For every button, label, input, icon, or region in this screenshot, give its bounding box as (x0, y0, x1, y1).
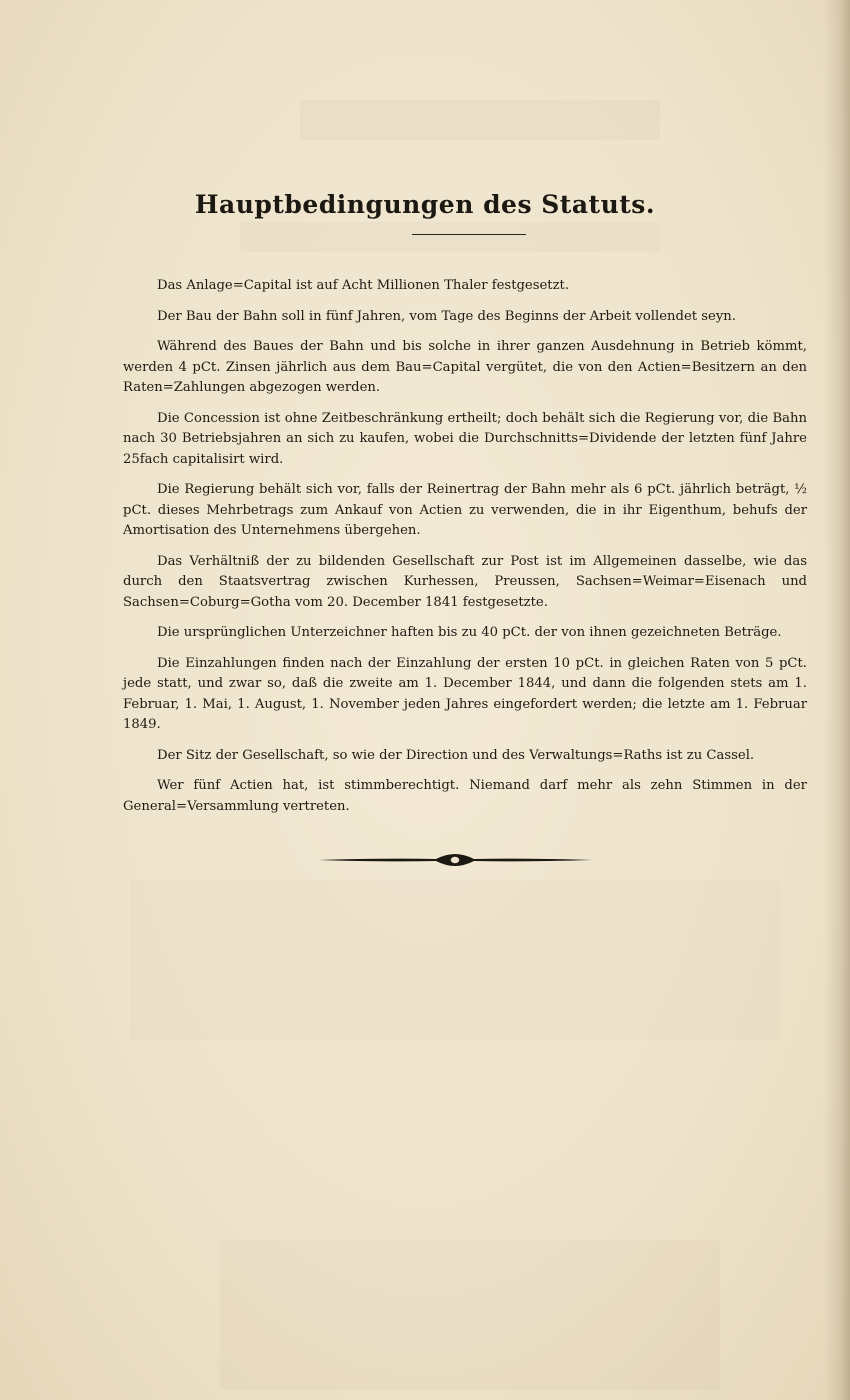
bleed-through-subheading (240, 222, 660, 252)
bleed-through-heading (300, 100, 660, 140)
paragraph-seat: Der Sitz der Gesellschaft, so wie der Direction und des Verwaltungs=Raths ist zu Cassel. (157, 747, 755, 763)
paragraph-payments: Die Einzahlungen finden nach der Einzahlung der ersten 10 pCt. in gleichen Raten von 5 pCt. jede statt, und zwar so, daß die zweite am 1. December 1844, und dann die folgenden stets am 1. Februar, 1. Mai, 1. August, 1. November jeden Jahres eingefordert werden; die letzte am 1. Februar 1849. (123, 655, 807, 732)
paragraph-amortisation: Die Regierung behält sich vor, falls der Reinertrag der Bahn mehr als 6 pCt. jährlich beträgt, ½ pCt. dieses Mehrbetrags zum Ankauf von Actien zu verwenden, die in ihr Eigenthum, behufs der Amortisation des Unternehmens übergehen. (123, 482, 807, 538)
paragraph-concession: Die Concession ist ohne Zeitbeschränkung ertheilt; doch behält sich die Regierung vor, die Bahn nach 30 Betriebsjahren an sich zu kaufen, wobei die Durchschnitts=Dividende der letzten fünf Jahre 25fach capitalisirt wird. (123, 410, 807, 467)
paragraph-construction: Der Bau der Bahn soll in fünf Jahren, vom Tage des Beginns der Arbeit vollendet seyn. (157, 308, 736, 324)
paragraph-voting: Wer fünf Actien hat, ist stimmberechtigt. Niemand darf mehr als zehn Stimmen in der General=Versammlung vertreten. (123, 778, 807, 814)
ornamental-divider (316, 848, 594, 872)
title-underline (412, 234, 526, 235)
page-title: Hauptbedingungen des Statuts. (194, 190, 656, 219)
bleed-through-signature (220, 1240, 720, 1390)
paragraph-liability: Die ursprünglichen Unterzeichner haften bis zu 40 pCt. der von ihnen gezeichneten Beträge. (157, 625, 782, 640)
paragraph-capital: Das Anlage=Capital ist auf Acht Millionen Thaler festgesetzt. (157, 278, 570, 293)
statute-body (123, 276, 807, 827)
bleed-through-block (130, 880, 780, 1040)
paragraph-interest: Während des Baues der Bahn und bis solche in ihrer ganzen Ausdehnung in Betrieb kömmt, werden 4 pCt. Zinsen jährlich aus dem Bau=Capital vergütet, die von den Actien=Besitzern an den Raten=Zahlungen abgezogen werden. (123, 339, 807, 395)
paragraph-post: Das Verhältniß der zu bildenden Gesellschaft zur Post ist im Allgemeinen dasselbe, wie das durch den Staatsvertrag zwischen Kurhessen, Preussen, Sachsen=Weimar=Eisenach und Sachsen=Coburg=Gotha vom 20. December 1841 festgesetzte. (123, 553, 807, 610)
